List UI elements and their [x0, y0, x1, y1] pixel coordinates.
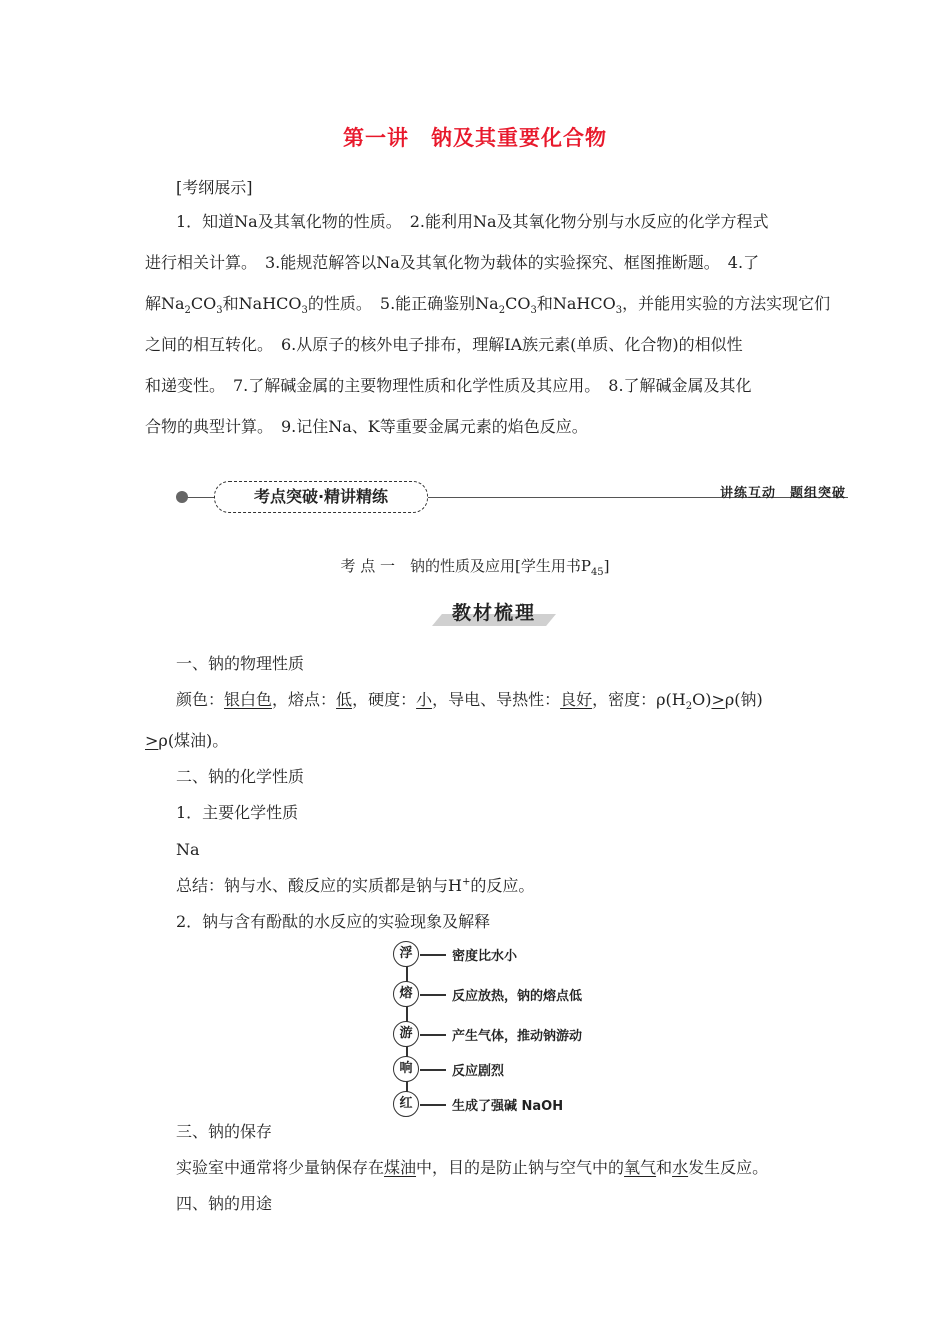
banner-subtitle: 讲练互动 题组突破	[719, 486, 846, 501]
section1-line-2: >ρ(煤油)。	[145, 731, 229, 750]
section2-heading: 二、钠的化学性质	[176, 767, 305, 786]
section2-sub2: 2．钠与含有酚酞的水反应的实验现象及解释	[176, 912, 491, 931]
diagram-connector	[420, 954, 446, 956]
page-title: 第一讲 钠及其重要化合物	[343, 126, 607, 150]
diagram-label-rong: 反应放热，钠的熔点低	[452, 989, 583, 1004]
diagram-node-rong: 熔	[393, 981, 419, 1007]
diagram-connector	[420, 1069, 446, 1071]
kaogang-line-4: 之间的相互转化。 6.从原子的核外电子排布，理解ⅠA族元素(单质、化合物)的相似性	[145, 335, 743, 354]
section-banner: 考点突破·精讲精练	[214, 481, 428, 513]
diagram-label-fu: 密度比水小	[452, 949, 518, 964]
diagram-connector	[420, 1034, 446, 1036]
diagram-node-you: 游	[393, 1021, 419, 1047]
section2-summary: 总结：钠与水、酸反应的实质都是钠与H+的反应。	[176, 876, 535, 895]
diagram-node-fu: 浮	[393, 941, 419, 967]
section4-heading: 四、钠的用途	[176, 1194, 273, 1213]
diagram-connector	[420, 994, 446, 996]
diagram-label-you: 产生气体，推动钠游动	[452, 1029, 583, 1044]
jiaocai-label	[432, 598, 556, 628]
section2-sub1: 1．主要化学性质	[176, 803, 299, 822]
section2-na: Na	[176, 840, 200, 859]
diagram-label-xiang: 反应剧烈	[452, 1064, 505, 1079]
kaogang-line-6: 合物的典型计算。 9.记住Na、K等重要金属元素的焰色反应。	[145, 417, 588, 436]
kaogang-line-3: 解$Na_2CO_3$和NaHCO$_3$的性质。 5.能正确鉴别$Na_2CO_3$和NaHCO$_3$，并能用实验的方法实现它们	[145, 294, 831, 317]
section1-heading: 一、钠的物理性质	[176, 654, 305, 673]
diagram-node-xiang: 响	[393, 1056, 419, 1082]
banner-dot-icon	[176, 491, 188, 503]
section3-heading: 三、钠的保存	[176, 1122, 273, 1141]
jiaocai-text: 教材梳理	[451, 602, 536, 624]
kaodian-heading: 考 点 一 钠的性质及应用[学生用书$P_{45}$]	[340, 557, 610, 578]
kaogang-heading: [考纲展示]	[176, 178, 253, 197]
kaogang-line-1: 1．知道Na及其氧化物的性质。 2.能利用Na及其氧化物分别与水反应的化学方程式	[176, 212, 769, 231]
diagram-label-hong: 生成了强碱 NaOH	[452, 1099, 564, 1114]
kaogang-line-5: 和递变性。 7.了解碱金属的主要物理性质和化学性质及其应用。 8.了解碱金属及其化	[145, 376, 752, 395]
kaogang-line-2: 进行相关计算。 3.能规范解答以Na及其氧化物为载体的实验探究、框图推断题。 4.了	[145, 253, 760, 272]
diagram-node-hong: 红	[393, 1091, 419, 1117]
section3-body: 实验室中通常将少量钠保存在煤油中，目的是防止钠与空气中的氧气和水发生反应。	[176, 1158, 769, 1177]
section1-line-1: 颜色：银白色，熔点：低，硬度：小，导电、导热性：良好，密度：$\rho(H_2O)>\rho$(钠)	[176, 690, 763, 713]
diagram-connector	[420, 1104, 446, 1106]
